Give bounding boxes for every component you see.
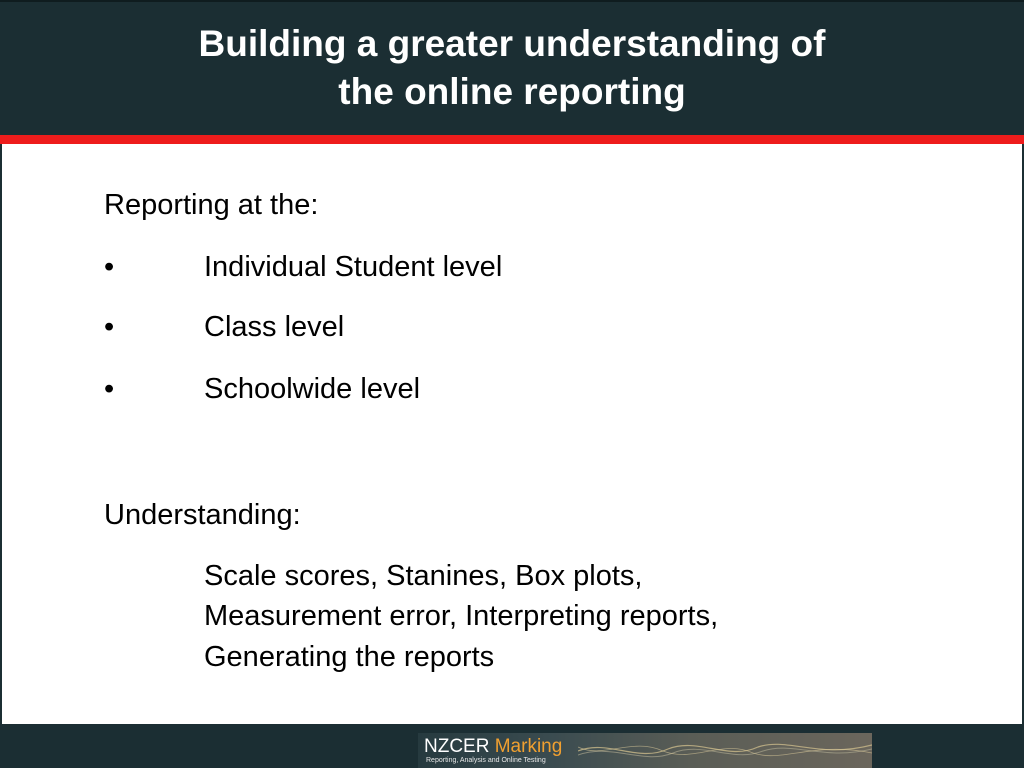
understanding-detail-line-3: Generating the reports — [204, 641, 495, 673]
bullet-marker: • — [104, 311, 115, 343]
left-border — [0, 144, 2, 724]
logo-marking-text: Marking — [494, 736, 563, 757]
slide-title — [0, 20, 1024, 116]
wave-graphic-icon — [578, 733, 872, 768]
slide-title-line-2: the online reporting — [338, 71, 686, 112]
understanding-detail-line-2: Measurement error, Interpreting reports, — [204, 600, 719, 632]
logo-nzcer-text: NZCER — [424, 736, 490, 757]
slide-title-line-1: Building a greater understanding of — [198, 23, 826, 64]
logo-wordmark — [424, 736, 562, 758]
logo-tagline: Reporting, Analysis and Online Testing — [426, 757, 546, 764]
bullet-text-individual: Individual Student level — [204, 251, 503, 283]
red-accent-bar — [0, 135, 1024, 144]
understanding-detail-line-1: Scale scores, Stanines, Box plots, — [204, 560, 643, 592]
reporting-heading: Reporting at the: — [104, 189, 319, 221]
understanding-heading: Understanding: — [104, 499, 301, 531]
bullet-marker: • — [104, 373, 115, 405]
bullet-text-schoolwide: Schoolwide level — [204, 373, 421, 405]
title-bar — [0, 0, 1024, 137]
bullet-marker: • — [104, 251, 115, 283]
bullet-text-class: Class level — [204, 311, 345, 343]
nzcer-marking-logo — [418, 733, 872, 768]
